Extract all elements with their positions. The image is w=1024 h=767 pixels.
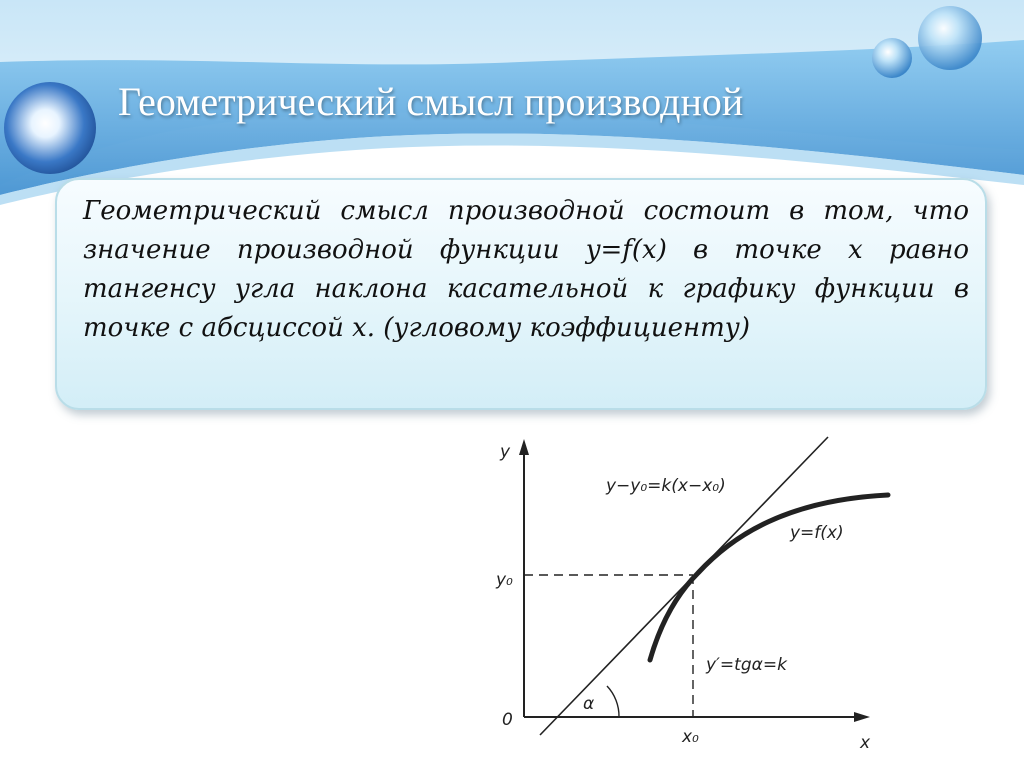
tangent-diagram — [488, 405, 908, 767]
origin-label: 0 — [502, 710, 513, 730]
angle-arc — [607, 686, 619, 717]
x-axis-arrow — [854, 712, 870, 722]
derivative-label: y′=tgα=k — [706, 655, 787, 675]
x-axis-label: x — [860, 733, 871, 753]
x0-label: x₀ — [682, 727, 699, 747]
y-axis-arrow — [519, 439, 529, 455]
y0-label: y₀ — [496, 570, 513, 590]
definition-text: Геометрический смысл производной состоит в том, что значение производной функции y=f(x) в точке x равно тангенсу угла наклона касательной к графику функции в точке с абсциссой x. (угловому коэффициенту) — [83, 196, 969, 343]
decorative-bubble-small — [872, 38, 912, 78]
slide-title: Геометрический смысл производной — [118, 79, 744, 124]
angle-label: α — [583, 694, 595, 714]
y-axis-label: y — [500, 442, 511, 462]
tangent-equation-label: y−y₀=k(x−x₀) — [606, 476, 726, 496]
function-label: y=f(x) — [790, 523, 844, 543]
decorative-bubble-medium — [918, 6, 982, 70]
function-curve — [650, 495, 888, 660]
decorative-bubble-large — [4, 82, 96, 174]
